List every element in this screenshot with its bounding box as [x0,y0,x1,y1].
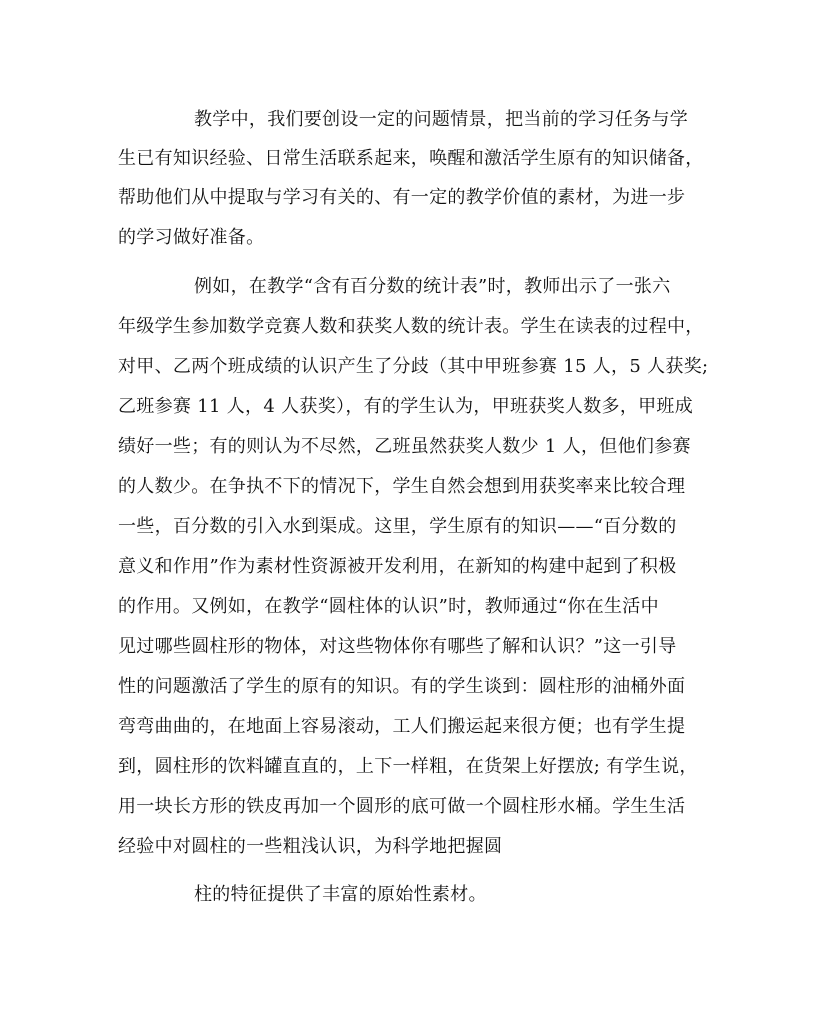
paragraph-2-line-6: 的人数少。在争执不下的情况下，学生自然会想到用获奖率来比较合理 [118,476,686,497]
paragraph-2-line-14: 用一块长方形的铁皮再加一个圆形的底可做一个圆柱形水桶。学生生活 [118,796,686,817]
paragraph-1-line-1: 教学中，我们要创设一定的问题情景，把当前的学习任务与学 [194,109,689,130]
paragraph-1-line-4: 的学习做好准备。 [118,227,265,248]
paragraph-2-line-8: 意义和作用”作为素材性资源被开发利用，在新知的构建中起到了积极 [118,556,677,577]
paragraph-2-line-7: 一些，百分数的引入水到渠成。这里，学生原有的知识——“百分数的 [118,516,677,537]
paragraph-2-line-2: 年级学生参加数学竞赛人数和获奖人数的统计表。学生在读表的过程中， [118,316,704,337]
paragraph-2-line-5: 绩好一些；有的则认为不尽然，乙班虽然获奖人数少 1 人，但他们参赛 [118,436,691,457]
paragraph-2-line-12: 弯弯曲曲的，在地面上容易滚动，工人们搬运起来很方便；也有学生提 [118,716,686,737]
paragraph-2-line-1: 例如，在教学“含有百分数的统计表”时，教师出示了一张六 [194,276,671,297]
paragraph-1-line-3: 帮助他们从中提取与学习有关的、有一定的教学价值的素材，为进一步 [118,187,686,208]
paragraph-2-line-15: 经验中对圆柱的一些粗浅认识，为科学地把握圆 [118,836,503,857]
paragraph-2-line-10: 见过哪些圆柱形的物体，对这些物体你有哪些了解和认识？”这一引导 [118,636,677,657]
paragraph-2-line-3: 对甲、乙两个班成绩的认识产生了分歧（其中甲班参赛 15 人，5 人获奖; [118,356,709,377]
paragraph-3-line-1: 柱的特征提供了丰富的原始性素材。 [194,884,487,905]
paragraph-2-line-11: 性的问题激活了学生的原有的知识。有的学生谈到：圆柱形的油桶外面 [118,676,686,697]
paragraph-2-line-9: 的作用。又例如，在教学“圆柱体的认识”时，教师通过“你在生活中 [118,596,659,617]
paragraph-2-line-13: 到，圆柱形的饮料罐直直的，上下一样粗，在货架上好摆放; 有学生说， [118,756,698,777]
paragraph-1-line-2: 生已有知识经验、日常生活联系起来，唤醒和激活学生原有的知识储备， [118,148,704,169]
paragraph-2-line-4: 乙班参赛 11 人，4 人获奖），有的学生认为，甲班获奖人数多，甲班成 [118,396,694,417]
